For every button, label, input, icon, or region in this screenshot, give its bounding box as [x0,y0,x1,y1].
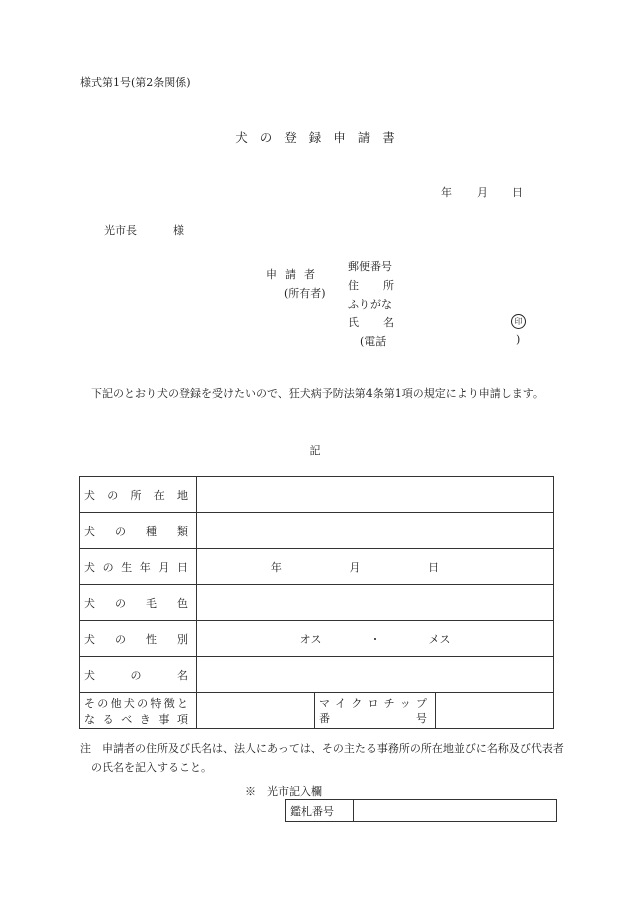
label-birthdate: 犬 の 生 年 月 日 [84,560,188,574]
tag-number-label: 鑑札番号 [286,800,354,822]
table-row-features [80,693,554,729]
label-features-line1: そ の 他 犬 の 特 徴 と [84,696,188,710]
address-label-a: 住 [348,279,359,292]
furigana-label: ふりがな [348,298,392,311]
label-location: 犬 の 所 在 地 [84,488,188,502]
phone-close: ) [516,333,521,346]
table-row-breed [80,513,554,549]
birth-day: 日 [428,560,440,574]
field-microchip[interactable] [436,693,554,729]
date-month: 月 [477,186,488,199]
form-number: 様式第1号(第2条関係) [80,76,191,89]
address-label-b: 所 [383,279,394,292]
sex-separator: ・ [369,632,381,646]
table-row-coat [80,585,554,621]
label-microchip-line1: マ イ ク ロ チ ッ プ [319,696,427,710]
date-year: 年 [441,186,452,199]
document-title: 犬の登録申請書 [235,130,407,145]
ki-heading: 記 [309,444,321,457]
name-label-a: 氏 [348,316,359,329]
birth-month: 月 [349,560,361,574]
seal-mark-icon: 印 [511,314,526,329]
owner-label: (所有者) [284,287,326,300]
addressee [104,222,184,238]
tag-number-table [285,799,557,822]
label-breed: 犬 の 種 類 [84,524,188,538]
body-paragraph: 下記のとおり犬の登録を受けたいので、狂犬病予防法第4条第1項の規定により申請します。 [91,387,544,400]
phone-label: (電話 [360,335,387,348]
label-coat: 犬 の 毛 色 [84,596,188,610]
label-features-line2: な る べ き 事 項 [84,712,188,726]
postal-code-label: 郵便番号 [348,260,392,273]
sex-male[interactable]: オス [299,632,322,646]
name-label-b: 名 [383,316,394,329]
applicant-label: 申請者 [266,268,323,281]
label-microchip-line2: 番 号 [319,711,427,725]
dog-info-table [79,476,554,729]
table-row-birthdate [80,549,554,585]
label-dog-name: 犬 の 名 [84,668,188,682]
field-dog-name[interactable] [197,657,554,693]
sex-female[interactable]: メス [428,632,451,646]
field-location[interactable] [197,477,554,513]
field-birthdate[interactable] [197,549,554,585]
table-row-sex [80,621,554,657]
addressee-name: 光市長 [104,224,137,237]
birth-year: 年 [270,560,282,574]
city-section-label: ※ 光市記入欄 [245,785,322,798]
note-text: 注 申請者の住所及び氏名は、法人にあっては、その主たる事務所の所在地並びに名称及び代表者の氏名を記入すること。 [80,742,564,774]
field-sex[interactable] [197,621,554,657]
field-features[interactable] [197,693,315,729]
table-row-name [80,657,554,693]
tag-number-field[interactable] [354,800,557,822]
field-coat[interactable] [197,585,554,621]
addressee-honorific: 様 [173,224,184,237]
label-sex: 犬 の 性 別 [84,632,188,646]
table-row-location [80,477,554,513]
field-breed[interactable] [197,513,554,549]
date-day: 日 [512,186,523,199]
